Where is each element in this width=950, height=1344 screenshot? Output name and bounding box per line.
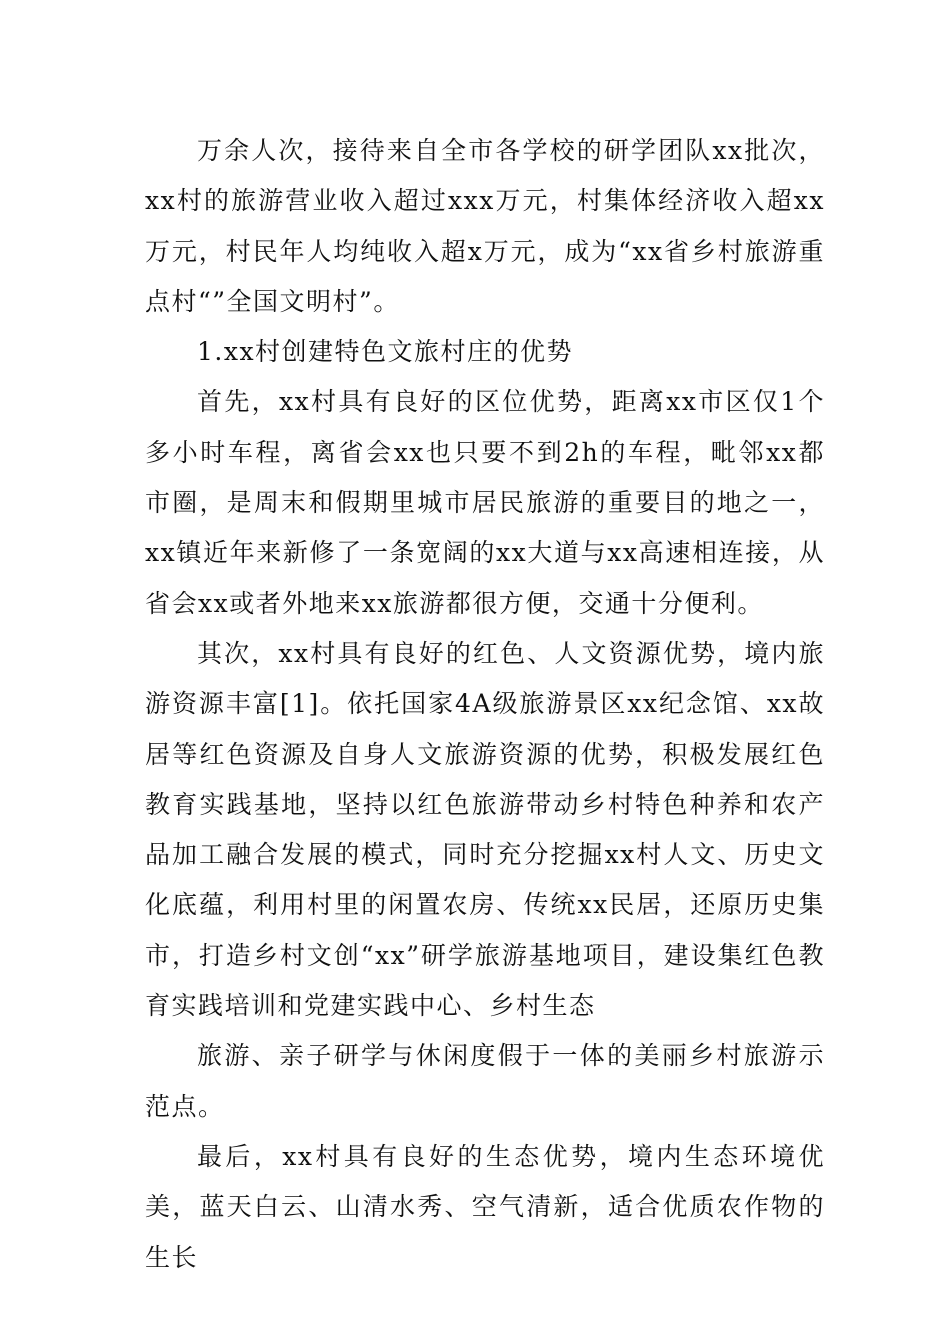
section-heading: 1.xx村创建特色文旅村庄的优势: [197, 337, 574, 367]
document-body: [145, 126, 825, 1283]
paragraph-resource-advantage: 其次，xx村具有良好的红色、人文资源优势，境内旅游资源丰富[1]。依托国家4A级旅游景区xx纪念馆、xx故居等红色资源及自身人文旅游资源的优势，积极发展红色教育实践基地，坚持以红色旅游带动乡村特色种养和农产品加工融合发展的模式，同时充分挖掘xx村人文、历史文化底蕴，利用村里的闲置农房、传统xx民居，还原历史集市，打造乡村文创“xx”研学旅游基地项目，建设集红色教育实践培训和党建实践中心、乡村生态: [145, 638, 825, 1021]
paragraph-continuation-2: 旅游、亲子研学与休闲度假于一体的美丽乡村旅游示范点。: [145, 1041, 825, 1121]
paragraph-ecology-advantage: 最后，xx村具有良好的生态优势，境内生态环境优美，蓝天白云、山清水秀、空气清新，适合优质农作物的生长: [145, 1141, 825, 1272]
paragraph-continuation: 万余人次，接待来自全市各学校的研学团队xx批次，xx村的旅游营业收入超过xxx万元，村集体经济收入超xx万元，村民年人均纯收入超x万元，成为“xx省乡村旅游重点村“”全国文明村”。: [145, 136, 825, 316]
paragraph-location-advantage: 首先，xx村具有良好的区位优势，距离xx市区仅1个多小时车程，离省会xx也只要不到2h的车程，毗邻xx都市圈，是周末和假期里城市居民旅游的重要目的地之一，xx镇近年来新修了一条宽阔的xx大道与xx高速相连接，从省会xx或者外地来xx旅游都很方便，交通十分便利。: [145, 387, 825, 618]
